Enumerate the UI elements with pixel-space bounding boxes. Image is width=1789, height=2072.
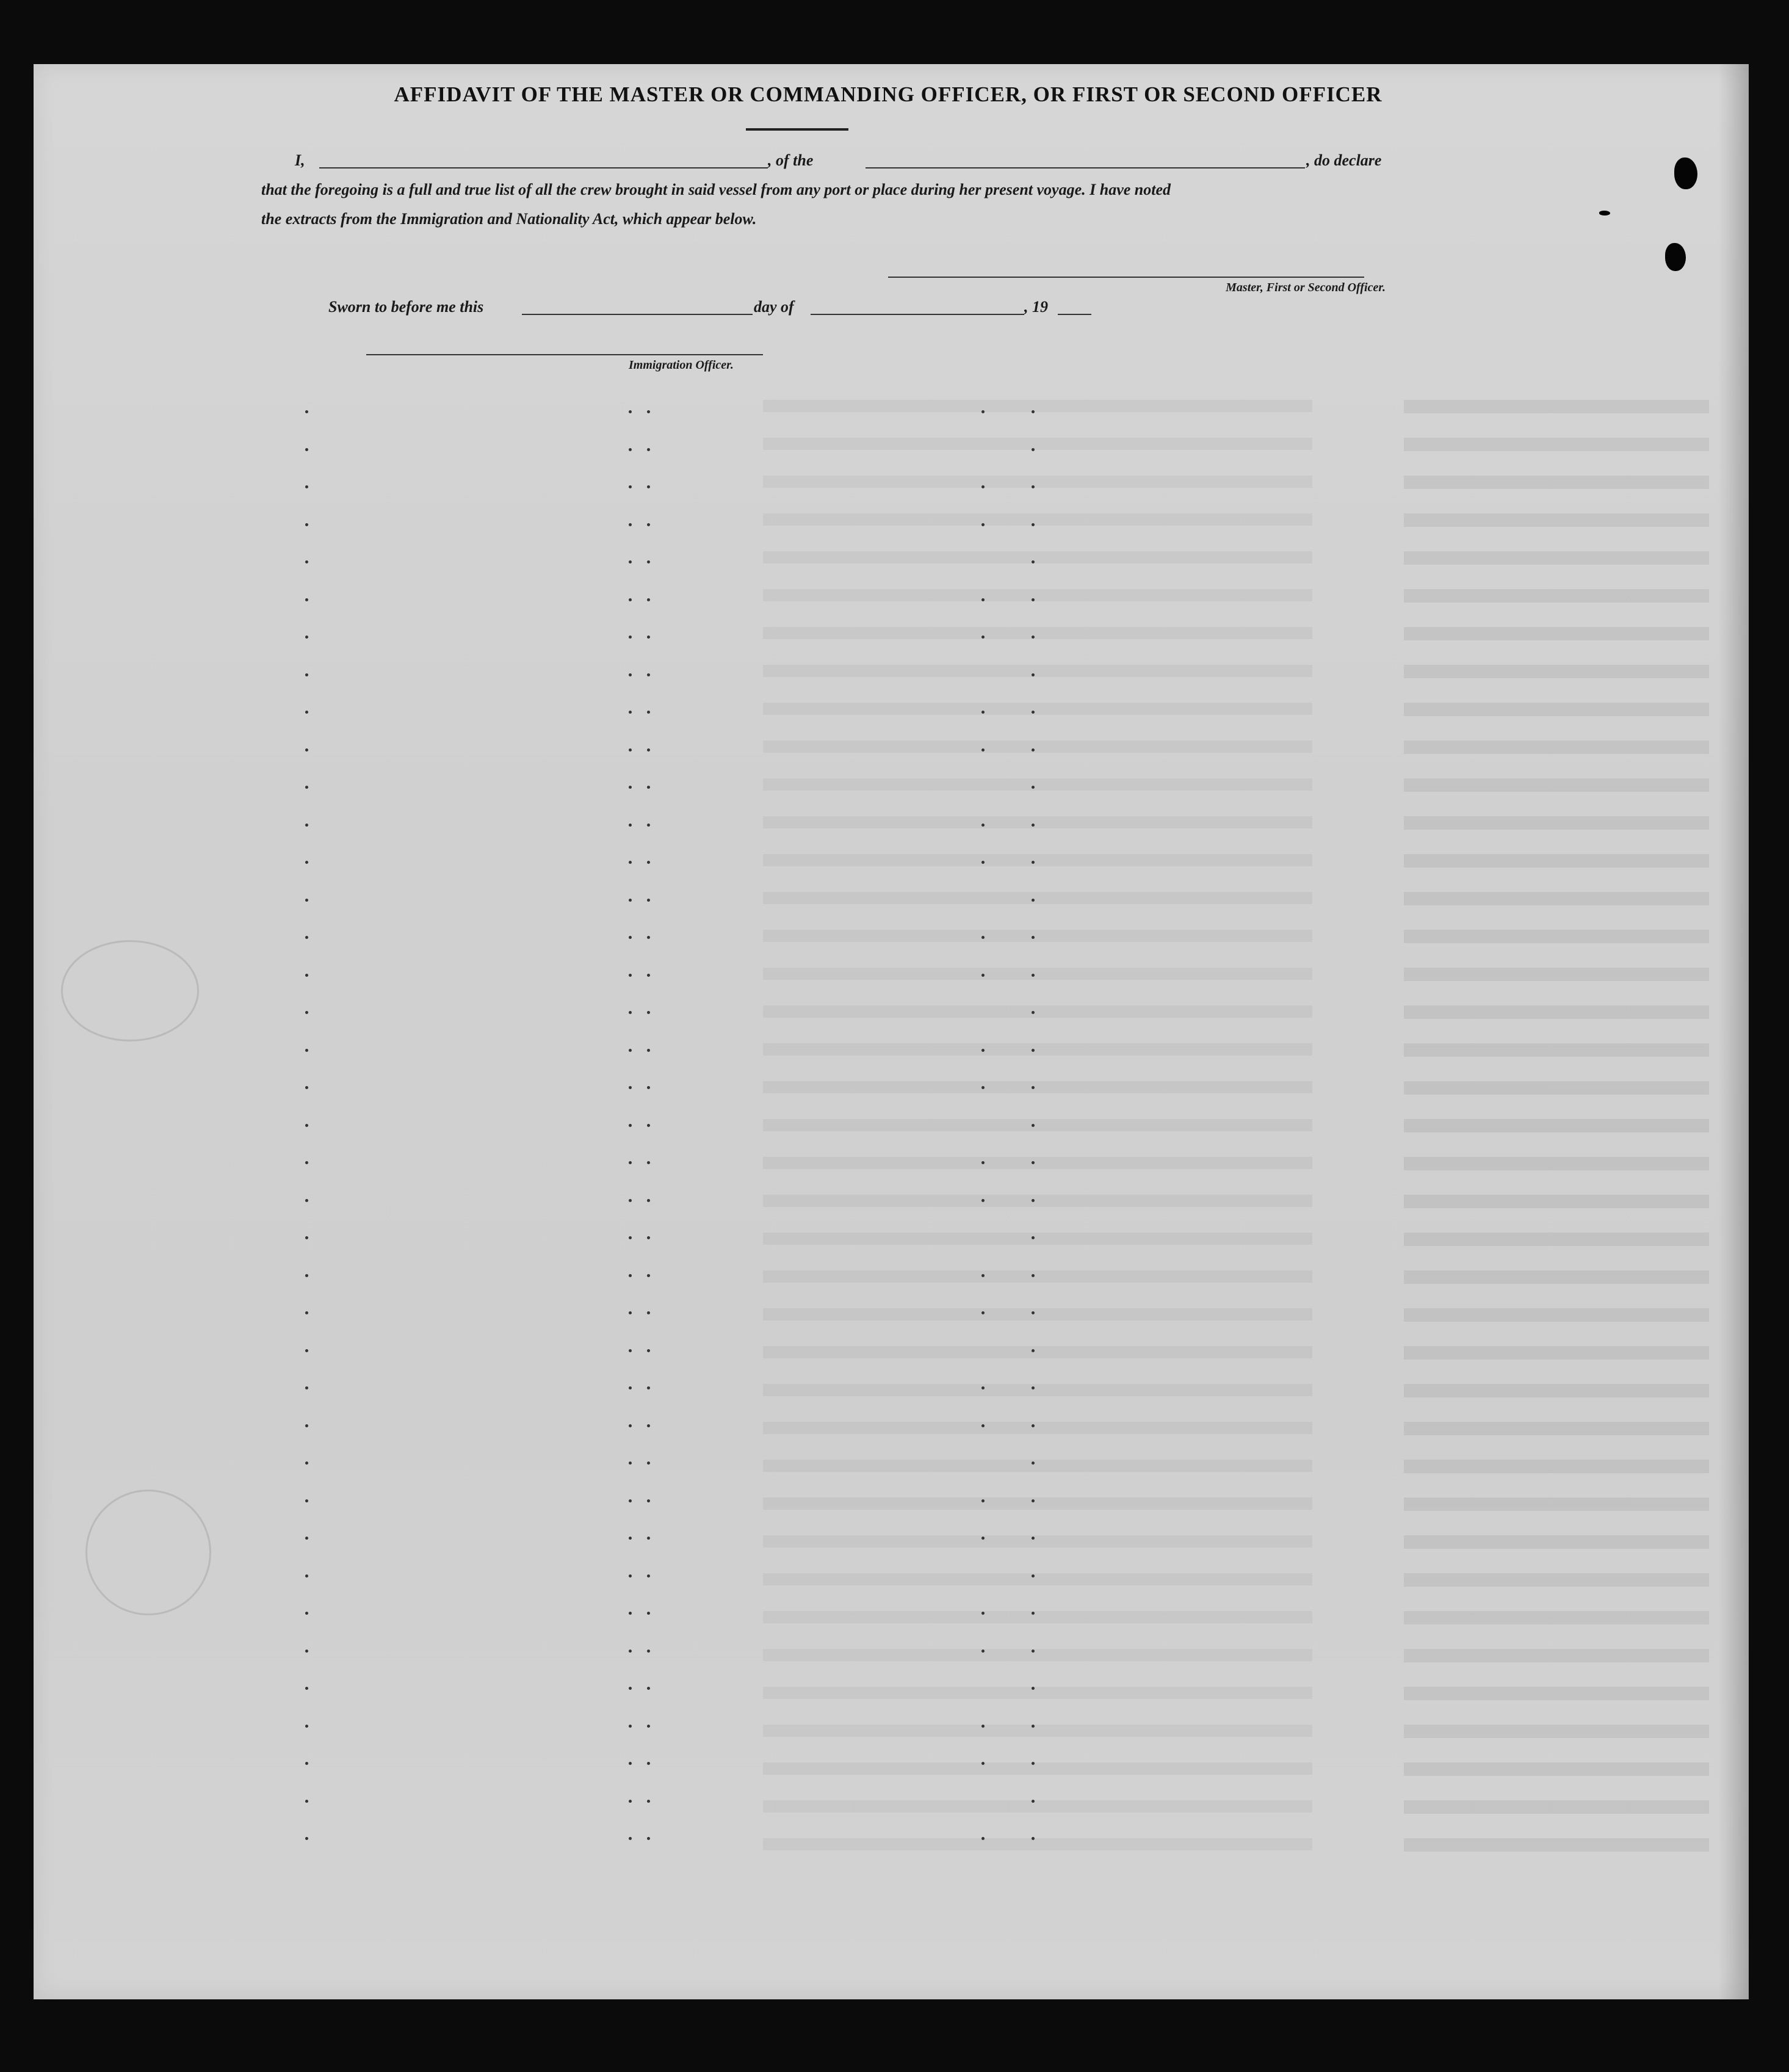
ledger-dot [981,1650,985,1653]
ledger-dot [981,1762,985,1765]
ledger-dot [981,1161,985,1164]
ledger-dot [629,1650,632,1653]
ledger-dot [629,1762,632,1765]
ledger-dot [305,936,308,939]
ledger-dot [305,748,308,752]
name-blank [319,151,768,168]
ledger-dot [981,1837,985,1840]
ledger-dot [1032,1612,1035,1615]
ledger-dot [629,636,632,639]
ledger-dot [1032,1274,1035,1277]
ledger-dot [629,711,632,714]
ledger-dot [305,1687,308,1690]
ledger-dot [629,448,632,451]
ledger-dot [1032,824,1035,827]
ledger-dot [647,1311,650,1314]
ledger-dot [647,1049,650,1052]
ledger-dot [647,1349,650,1352]
ledger-dot [647,560,650,563]
ledger-dot [1032,1424,1035,1427]
ledger-dot [981,1537,985,1540]
ledger-dot [629,598,632,601]
ledger-dot [647,1161,650,1164]
declaration-prefix: I, [295,151,305,169]
ledger-dot [1032,1161,1035,1164]
ledger-dot [981,1612,985,1615]
ledger-dot [1032,1086,1035,1089]
sworn-year-blank [1058,298,1091,315]
ledger-dot [305,1650,308,1653]
ledger-dot [629,1161,632,1164]
ledger-dot [305,523,308,526]
ledger-dot [647,1236,650,1239]
ledger-dot [647,598,650,601]
master-signature-label: Master, First or Second Officer. [1226,281,1386,294]
ledger-dot [647,636,650,639]
ledger-dot [629,748,632,752]
ink-blot [1674,158,1697,189]
ledger-dot [1032,1762,1035,1765]
ledger-dot [305,1537,308,1540]
ledger-dot [1032,523,1035,526]
ledger-dot [629,1537,632,1540]
ledger-dot [305,1462,308,1465]
ink-blot [1599,211,1610,216]
ledger-dot [629,1612,632,1615]
ledger-dot [981,1499,985,1502]
ledger-dot [305,636,308,639]
ledger-dot [981,1086,985,1089]
ledger-dot [305,1386,308,1389]
ledger-dot [629,899,632,902]
ledger-dot [1032,1349,1035,1352]
ledger-dot [1032,974,1035,977]
ledger-dot [981,1199,985,1202]
ledger-dot [629,1725,632,1728]
ledger-dot [629,1236,632,1239]
ledger-dot [629,1574,632,1578]
declaration-text-line-3: the extracts from the Immigration and Nationality Act, which appear below. [261,210,757,228]
immigration-officer-line [366,354,763,355]
ledger-dot [1032,711,1035,714]
ledger-dot [629,1424,632,1427]
ledger-dot [981,748,985,752]
ledger-dot [647,1574,650,1578]
ledger-dot [647,786,650,789]
ledger-dot [1032,673,1035,676]
ledger-dot [629,936,632,939]
ledger-dot [1032,1499,1035,1502]
ledger-dot [647,1837,650,1840]
ledger-dot [629,974,632,977]
ledger-dot [981,711,985,714]
ledger-dot [647,410,650,413]
declaration-do-declare: , do declare [1306,151,1382,169]
ledger-dot [305,1574,308,1578]
ledger-dot [647,748,650,752]
ledger-dot [305,1837,308,1840]
ledger-dot [1032,598,1035,601]
ledger-dot [647,673,650,676]
ledger-dot [629,673,632,676]
faded-stamp [85,1490,211,1615]
ledger-dot [1032,1725,1035,1728]
sworn-day-blank [522,298,753,315]
ledger-dot [647,1424,650,1427]
ledger-dot [1032,485,1035,488]
ledger-dot [647,523,650,526]
vessel-blank [866,151,1305,168]
ledger-dot [1032,410,1035,413]
ledger-dot [1032,1837,1035,1840]
ledger-dot [305,1274,308,1277]
ledger-dot [1032,1800,1035,1803]
ledger-dot [981,598,985,601]
ink-blot [1665,243,1686,271]
ledger-dot [647,448,650,451]
ledger-dot [629,410,632,413]
declaration-text-line-2: that the foregoing is a full and true list of all the crew brought in said vessel from any port or place during her present voyage. I have noted [261,181,1171,198]
sworn-month-blank [811,298,1024,315]
ledger-dot [647,1725,650,1728]
ledger-dot [629,1499,632,1502]
ledger-dot [629,786,632,789]
ledger-dot [629,523,632,526]
ledger-dot [647,711,650,714]
ledger-dot [629,1800,632,1803]
ledger-dot [647,1650,650,1653]
ledger-dot [305,410,308,413]
ledger-dot [305,1236,308,1239]
ledger-dot [981,485,985,488]
ledger-dot [305,485,308,488]
ledger-dot [305,1612,308,1615]
ledger-dot [647,1800,650,1803]
ledger-dot [305,861,308,864]
ledger-dot [1032,1650,1035,1653]
ledger-dot [1032,1236,1035,1239]
ledger-dot [1032,1537,1035,1540]
ledger-dot [305,824,308,827]
ledger-dot [629,861,632,864]
ledger-dot [305,1311,308,1314]
ledger-dot [305,974,308,977]
ledger-dot [1032,899,1035,902]
ledger-dot [1032,748,1035,752]
ledger-dot [1032,1199,1035,1202]
ledger-dot [629,1311,632,1314]
ledger-dot [305,1199,308,1202]
ledger-dot [305,1725,308,1728]
ledger-dot [647,1199,650,1202]
ledger-dot [1032,1011,1035,1014]
ledger-dot [981,1386,985,1389]
ledger-dot [981,523,985,526]
ledger-dot [629,1049,632,1052]
ledger-dot [647,1124,650,1127]
ledger-dot [305,711,308,714]
immigration-officer-label: Immigration Officer. [629,358,734,372]
ledger-dot [629,1386,632,1389]
ledger-dot [647,1687,650,1690]
ledger-dot [647,974,650,977]
ledger-dot [647,861,650,864]
declaration-line [261,151,1397,176]
ledger-dot [629,1274,632,1277]
ledger-dot [1032,448,1035,451]
ledger-dot [981,974,985,977]
ledger-dot [981,1725,985,1728]
ledger-dot [647,824,650,827]
ledger-dot [305,1499,308,1502]
ledger-dot [647,1612,650,1615]
ledger-dot [647,1274,650,1277]
ledger-dot [981,1049,985,1052]
ledger-dot [305,1086,308,1089]
ledger-dot [305,560,308,563]
ledger-dot [305,673,308,676]
ledger-dot [629,1199,632,1202]
ledger-dot [1032,560,1035,563]
ledger-dot [1032,1386,1035,1389]
ledger-dot [305,899,308,902]
sworn-prefix: Sworn to before me this [328,298,484,316]
ledger-dot [305,448,308,451]
title-underline [746,128,848,131]
ledger-dot [647,1499,650,1502]
ledger-dot [647,485,650,488]
ledger-dot [305,1762,308,1765]
ledger-dot [1032,1311,1035,1314]
ledger-dot [647,1537,650,1540]
ledger-dot [981,636,985,639]
ledger-dot [647,1462,650,1465]
ledger-dot [647,1086,650,1089]
ledger-dot [629,485,632,488]
ledger-dot [1032,1124,1035,1127]
page-edge-shadow [1718,64,1749,1999]
ledger-dot [629,1349,632,1352]
master-signature-line [888,277,1364,278]
ledger-dot [305,598,308,601]
ledger-dot [981,410,985,413]
ledger-dot [1032,1462,1035,1465]
ledger-dot [305,1800,308,1803]
ledger-dot [629,1086,632,1089]
ledger-dot [981,861,985,864]
ledger-dot [305,1011,308,1014]
ledger-dot [629,1011,632,1014]
ledger-dot [1032,786,1035,789]
ledger-dot [1032,936,1035,939]
sworn-day-of: day of [754,298,794,316]
ledger-dot [981,1424,985,1427]
ledger-dot [1032,1574,1035,1578]
ledger-dot [305,1049,308,1052]
ledger-dot [647,1762,650,1765]
ledger-dot [629,1687,632,1690]
ledger-dot [647,1011,650,1014]
ledger-dot [305,1161,308,1164]
bleed-through-text [763,400,1312,1865]
ledger-dot [629,824,632,827]
ledger-dot [305,1424,308,1427]
ledger-dot [305,1124,308,1127]
ledger-dot [981,1311,985,1314]
ledger-dot [1032,861,1035,864]
ledger-dot [1032,636,1035,639]
sworn-line [295,298,1149,322]
document-title: AFFIDAVIT OF THE MASTER OR COMMANDING OFFICER, OR FIRST OR SECOND OFFICER [394,82,1382,106]
ledger-dot [981,936,985,939]
ledger-dot [629,1124,632,1127]
ledger-dot [647,899,650,902]
ledger-dot [305,1349,308,1352]
sworn-year-prefix: , 19 [1024,298,1048,316]
declaration-of-the: , of the [768,151,814,169]
ledger-dot [629,560,632,563]
ledger-dot [981,824,985,827]
ledger-dot [647,1386,650,1389]
bleed-through-text [1404,400,1709,1865]
ledger-dot [1032,1049,1035,1052]
ledger-dot [647,936,650,939]
faded-stamp [61,940,199,1041]
ledger-dot [981,1274,985,1277]
ledger-dot [1032,1687,1035,1690]
ledger-dot [629,1462,632,1465]
ledger-dot [629,1837,632,1840]
ledger-dot [305,786,308,789]
